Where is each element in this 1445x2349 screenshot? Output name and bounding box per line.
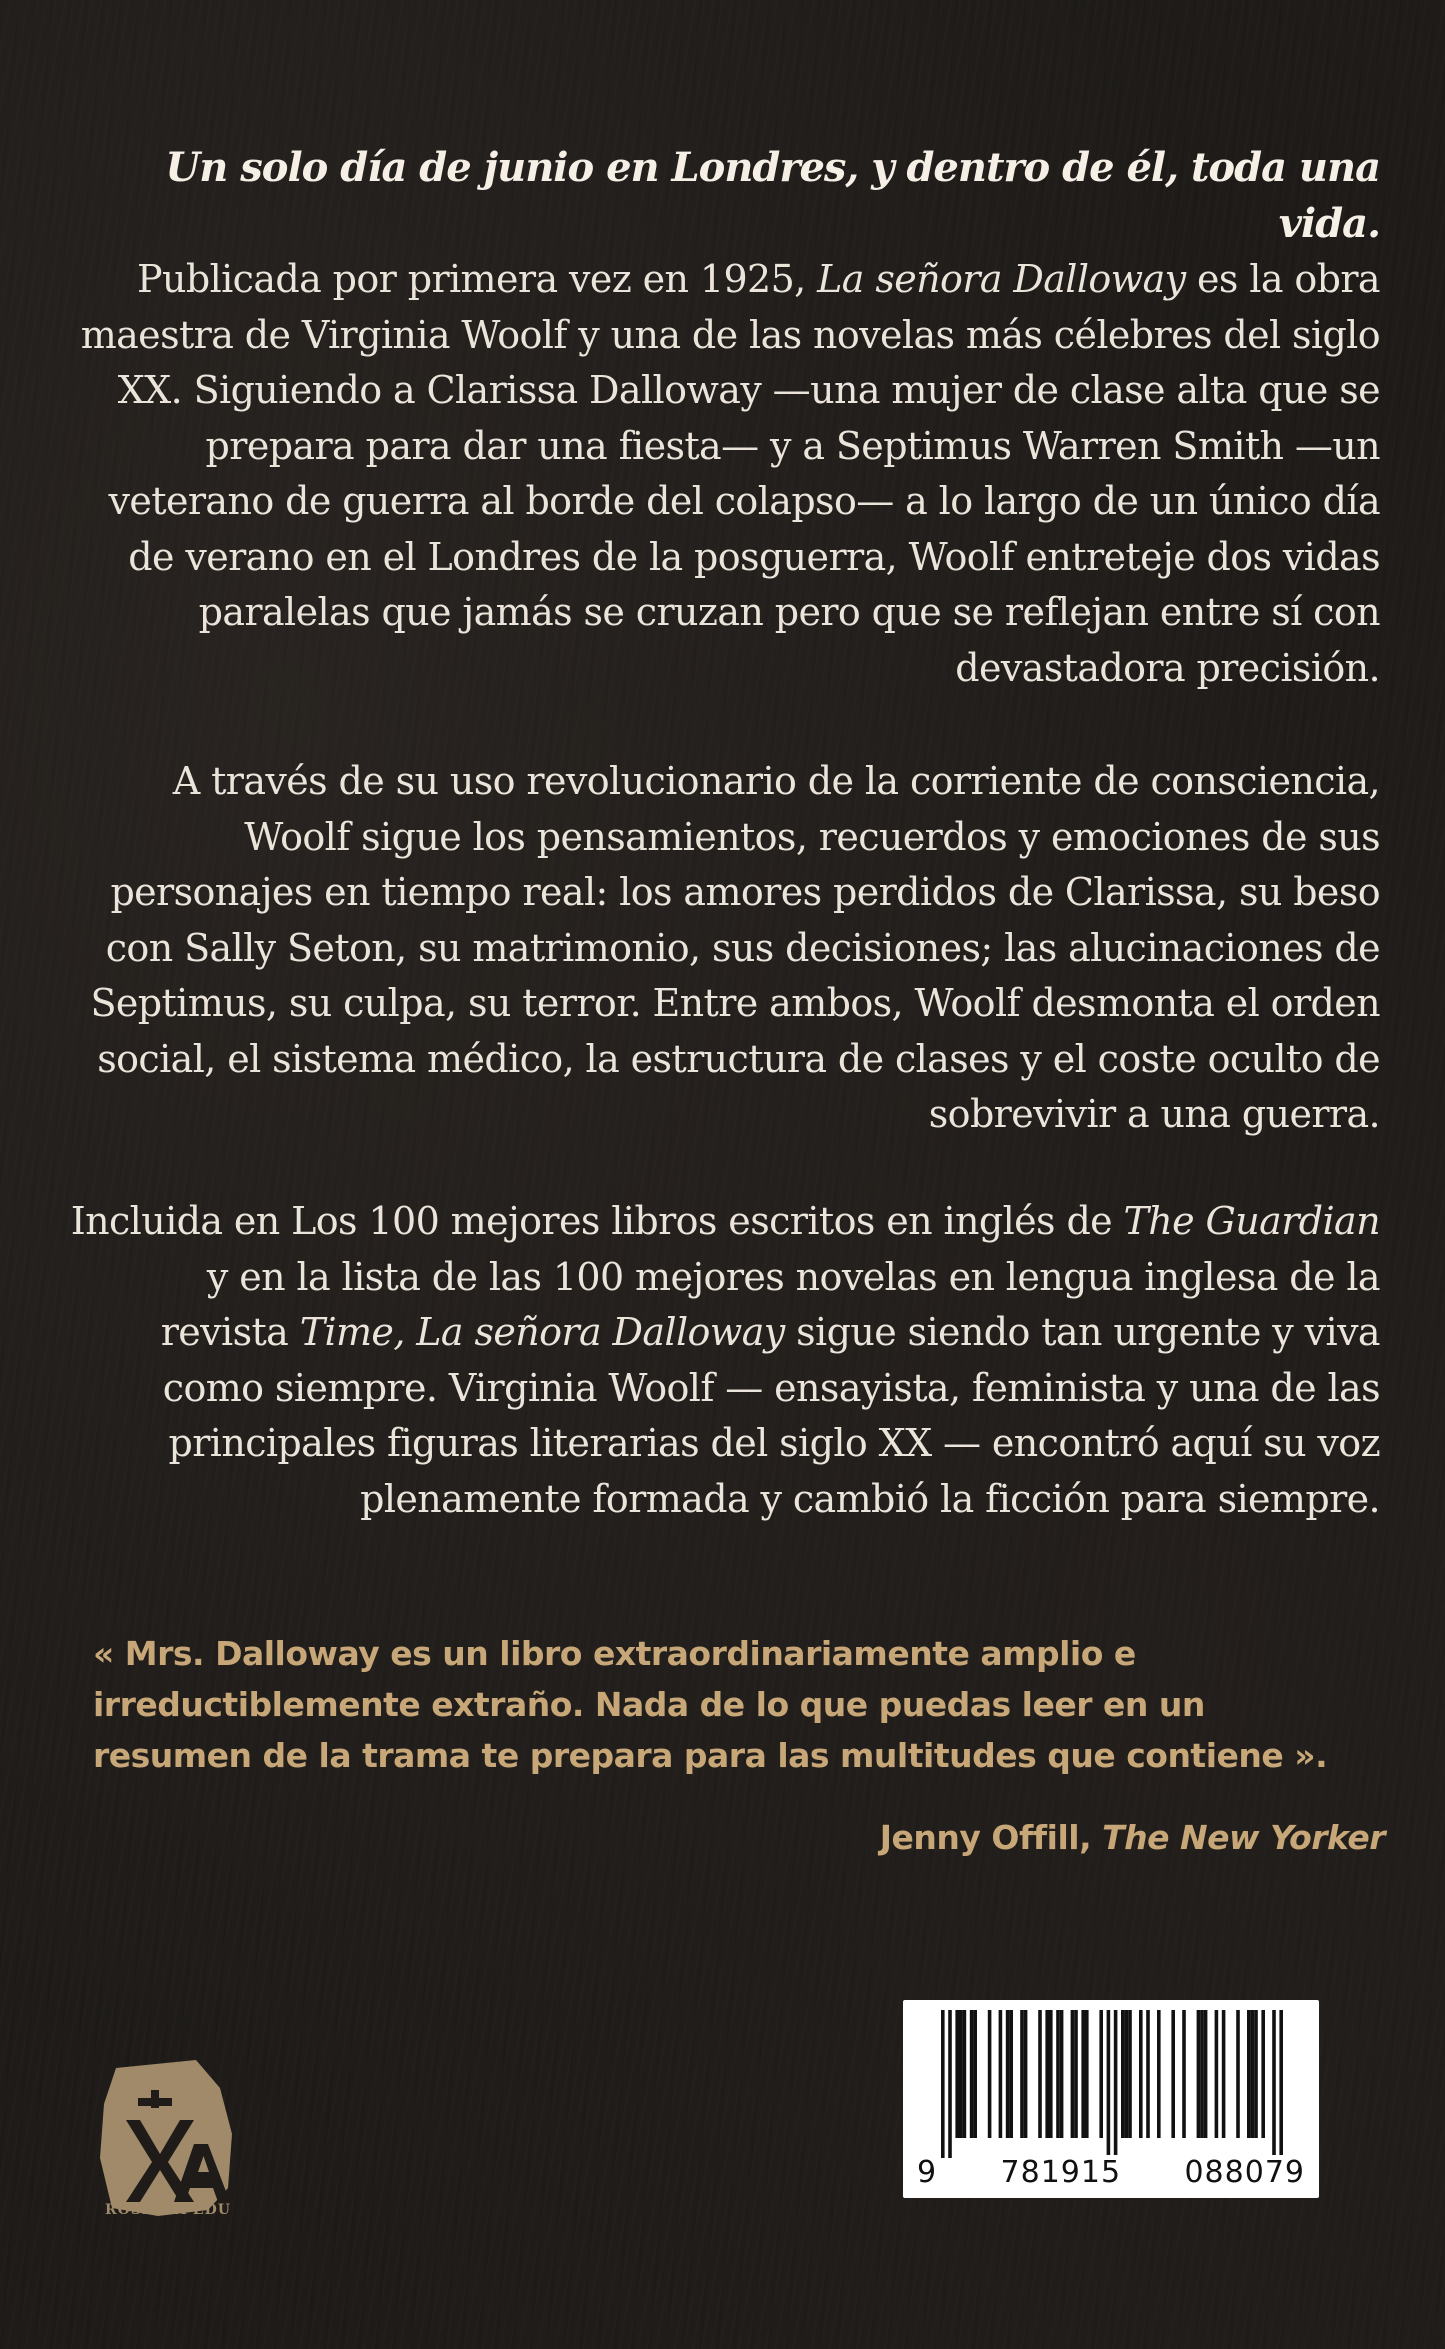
quote-attribution bbox=[880, 1818, 1385, 1857]
barcode-bar bbox=[1006, 2010, 1010, 2138]
barcode-bar bbox=[963, 2010, 967, 2138]
barcode-bar bbox=[1114, 2010, 1118, 2158]
barcode-bar bbox=[1236, 2010, 1240, 2138]
description-paragraph-1 bbox=[70, 252, 1380, 696]
barcode-bar bbox=[1215, 2010, 1219, 2138]
barcode-bar bbox=[1074, 2010, 1078, 2138]
p3-text-b: y en la lista de las 100 mejores novelas en lengua inglesa de la revista bbox=[160, 1254, 1380, 1354]
barcode-bar bbox=[1139, 2010, 1143, 2138]
barcode-bar bbox=[1009, 2010, 1013, 2138]
quote-publication: The New Yorker bbox=[1102, 1818, 1385, 1857]
isbn-first-digit: 9 bbox=[913, 2155, 941, 2190]
barcode-bar bbox=[1024, 2010, 1028, 2138]
barcode-bar bbox=[1060, 2010, 1064, 2138]
isbn-digits bbox=[913, 2155, 1309, 2190]
barcode-bar bbox=[1279, 2010, 1283, 2158]
barcode-bar bbox=[988, 2010, 992, 2138]
barcode-bar bbox=[970, 2010, 974, 2138]
barcode-bar bbox=[1157, 2010, 1161, 2138]
isbn-left-group: 781915 bbox=[997, 2155, 1126, 2190]
quote-author: Jenny Offill, bbox=[879, 1818, 1103, 1857]
barcode-bar bbox=[1182, 2010, 1186, 2138]
p1-text-b: es la obra maestra de Virginia Woolf y una de las novelas más célebres del siglo XX. Siguiendo a Clarissa Dalloway —una mujer de clase alta que se prepara para dar una fiesta— y a Septimus Warren Smith —un veterano de guerra al borde del colapso— a lo largo de un único día de verano en el Londres de la posguerra, Woolf entreteje dos vidas paralelas que jamás se cruzan pero que se reflejan entre sí con devastadora precisión. bbox=[80, 257, 1380, 690]
barcode-bar bbox=[941, 2010, 945, 2158]
barcode-bar bbox=[1071, 2010, 1075, 2138]
isbn-barcode bbox=[903, 2000, 1319, 2198]
barcode-bar bbox=[948, 2010, 952, 2158]
p1-book-title: La señora Dalloway bbox=[817, 257, 1186, 301]
barcode-bar bbox=[999, 2010, 1003, 2138]
barcode-bar bbox=[1056, 2010, 1060, 2138]
p3-guardian: The Guardian bbox=[1123, 1199, 1380, 1243]
publisher-logo-icon bbox=[98, 2060, 238, 2220]
barcode-bar bbox=[1222, 2010, 1226, 2138]
isbn-right-group: 088079 bbox=[1180, 2155, 1309, 2190]
barcode-bar bbox=[1045, 2010, 1049, 2138]
barcode-bar bbox=[1125, 2010, 1129, 2138]
barcode-bar bbox=[1081, 2010, 1085, 2138]
barcode-bar bbox=[1251, 2010, 1255, 2138]
barcode-bar bbox=[1146, 2010, 1150, 2138]
barcode-bar bbox=[1038, 2010, 1042, 2138]
barcode-bar bbox=[1171, 2010, 1175, 2138]
barcode-bar bbox=[1254, 2010, 1258, 2138]
barcode-bar bbox=[959, 2010, 963, 2138]
barcode-bar bbox=[1200, 2010, 1204, 2138]
p1-text-a: Publicada por primera vez en 1925, bbox=[137, 257, 818, 301]
p3-text-a: Incluida en Los 100 mejores libros escritos en inglés de bbox=[70, 1199, 1124, 1243]
barcode-bar bbox=[1020, 2010, 1024, 2138]
publisher-name: ROSETTA EDU bbox=[105, 2202, 231, 2218]
barcode-bar bbox=[1272, 2010, 1276, 2158]
barcode-bar bbox=[1247, 2010, 1251, 2138]
barcode-bar bbox=[1107, 2010, 1111, 2158]
barcode-bar bbox=[1121, 2010, 1125, 2138]
barcode-bars bbox=[915, 2010, 1307, 2160]
barcode-bar bbox=[1085, 2010, 1089, 2138]
barcode-bar bbox=[955, 2010, 959, 2138]
barcode-bar bbox=[1261, 2010, 1265, 2138]
description-paragraph-3 bbox=[70, 1194, 1380, 1527]
barcode-bar bbox=[973, 2010, 977, 2138]
p3-time-title: Time, La señora Dalloway bbox=[299, 1310, 785, 1354]
barcode-bar bbox=[1197, 2010, 1201, 2138]
barcode-bar bbox=[1204, 2010, 1208, 2138]
tagline: Un solo día de junio en Londres, y dentro de él, toda una vida. bbox=[165, 144, 1380, 247]
barcode-bar bbox=[1099, 2010, 1103, 2138]
description-paragraph-2: A través de su uso revolucionario de la corriente de consciencia, Woolf sigue los pensamientos, recuerdos y emociones de sus personajes en tiempo real: los amores perdidos de Clarissa, su beso con Sally Seton, su matrimonio, sus decisiones; las alucinaciones de Septimus, su culpa, su terror. Entre ambos, Woolf desmonta el orden social, el sistema médico, la estructura de clases y el coste oculto de sobrevivir a una guerra. bbox=[90, 759, 1380, 1136]
p3-text-c: sigue siendo tan urgente y viva como siempre. Virginia Woolf — ensayista, feminista y una de las principales figuras literarias del siglo XX — encontró aquí su voz plenamente formada y cambió la ficción para siempre. bbox=[162, 1310, 1380, 1521]
barcode-bar bbox=[1049, 2010, 1053, 2138]
barcode-bar bbox=[1128, 2010, 1132, 2138]
review-quote: « Mrs. Dalloway es un libro extraordinariamente amplio e irreductiblemente extraño. Nada de lo que puedas leer en un resumen de la trama te prepara para las multitudes que contiene ». bbox=[93, 1634, 1328, 1775]
